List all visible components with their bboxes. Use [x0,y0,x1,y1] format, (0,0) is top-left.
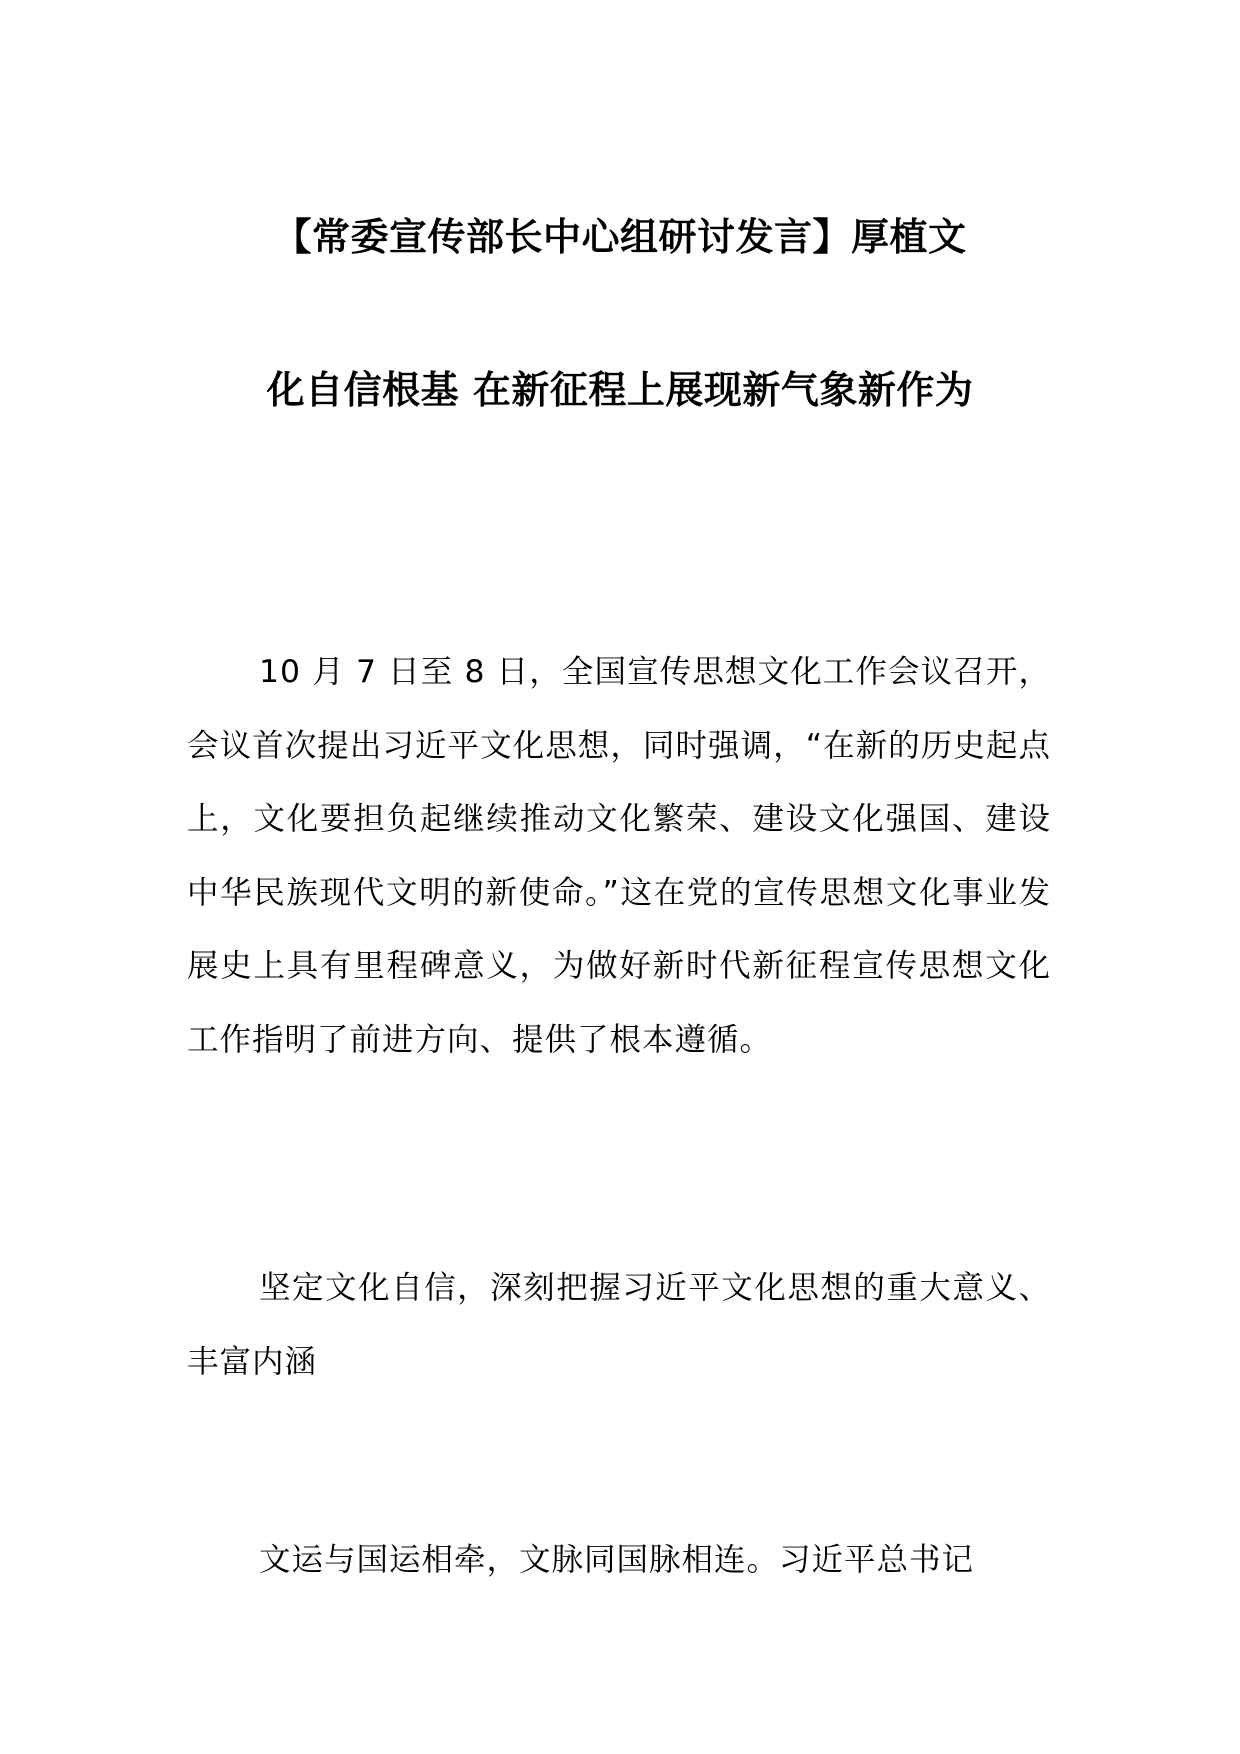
body-paragraph-1: 10 月 7 日至 8 日，全国宣传思想文化工作会议召开，会议首次提出习近平文化思想，同时强调，“在新的历史起点上，文化要担负起继续推动文化繁荣、建设文化强国、建设中华民族现代文明的新使命。”这在党的宣传思想文化事业发展史上具有里程碑意义，为做好新时代新征程宣传思想文化工作指明了前进方向、提供了根本遵循。 [187,654,1051,1058]
document-title-line-1: 【常委宣传部长中心组研讨发言】厚植文 [273,215,967,259]
section-heading-paragraph: 坚定文化自信，深刻把握习近平文化思想的重大意义、丰富内涵 [187,1270,1051,1380]
body-paragraph-2: 文运与国运相牵，文脉同国脉相连。习近平总书记 [259,1542,975,1578]
document-title-line-2: 化自信根基 在新征程上展现新气象新作为 [266,368,974,412]
